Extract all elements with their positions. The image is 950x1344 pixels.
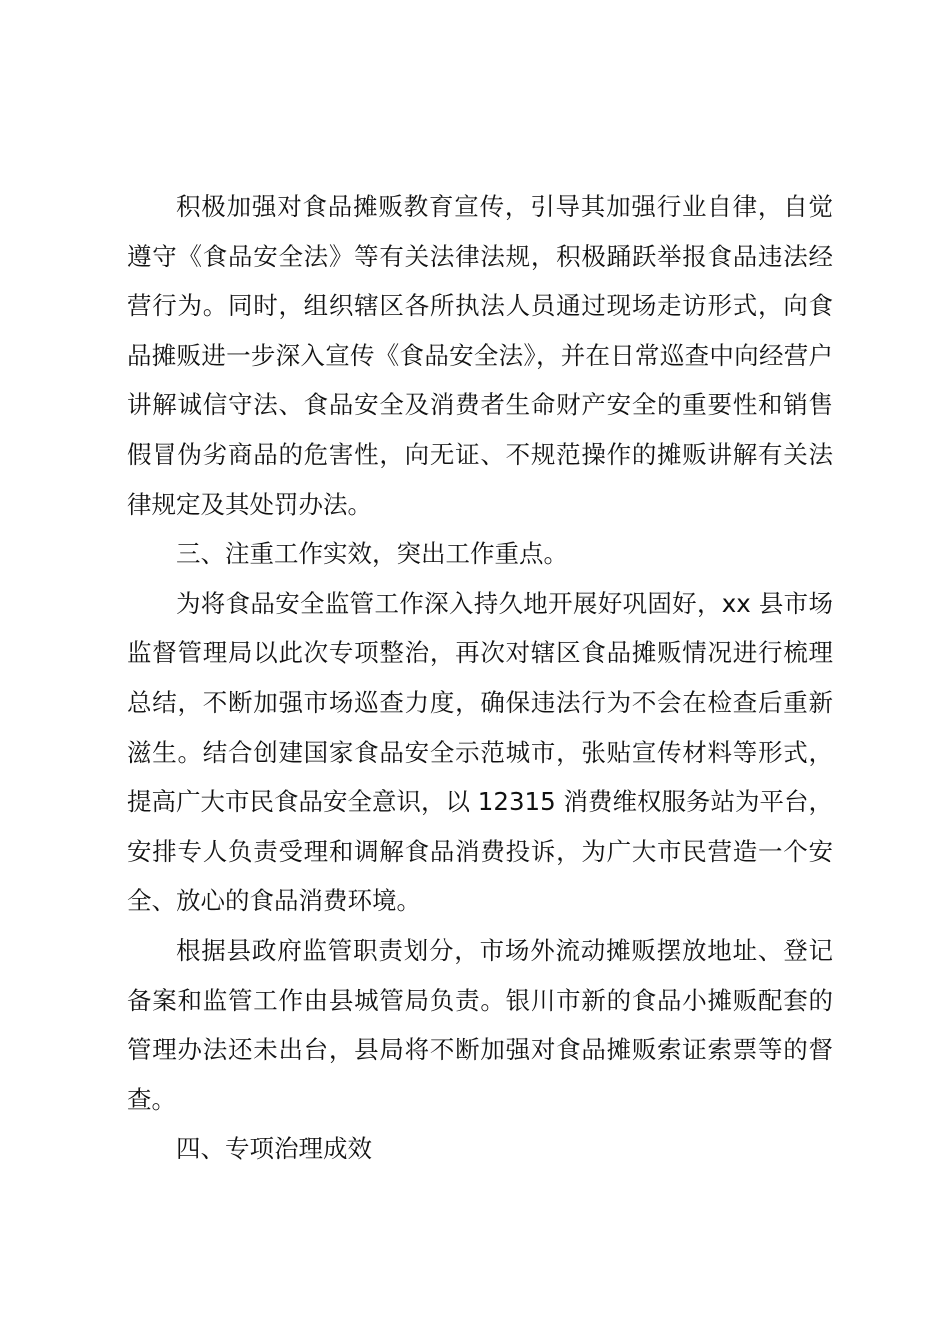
paragraph-responsibility-division: 根据县政府监管职责划分，市场外流动摊贩摆放地址、登记备案和监管工作由县城管局负责。银川市新的食品小摊贩配套的管理办法还未出台，县局将不断加强对食品摊贩索证索票等的督查。 xyxy=(127,935,833,1114)
section-heading-four: 四、专项治理成效 xyxy=(176,1134,372,1164)
document-body xyxy=(127,182,833,1174)
paragraph-education-publicity: 积极加强对食品摊贩教育宣传，引导其加强行业自律，自觉遵守《食品安全法》等有关法律法规，积极踊跃举报食品违法经营行为。同时，组织辖区各所执法人员通过现场走访形式，向食品摊贩进一步深入宣传《食品安全法》，并在日常巡查中向经营户讲解诚信守法、食品安全及消费者生命财产安全的重要性和销售假冒伪劣商品的危害性，向无证、不规范操作的摊贩讲解有关法律规定及其处罚办法。 xyxy=(127,192,833,519)
section-heading-three: 三、注重工作实效，突出工作重点。 xyxy=(176,539,568,569)
paragraph-supervision-work: 为将食品安全监管工作深入持久地开展好巩固好，xx 县市场监督管理局以此次专项整治，再次对辖区食品摊贩情况进行梳理总结，不断加强市场巡查力度，确保违法行为不会在检查后重新滋生。结合创建国家食品安全示范城市，张贴宣传材料等形式，提高广大市民食品安全意识，以 12315 消费维权服务站为平台，安排专人负责受理和调解食品消费投诉，为广大市民营造一个安全、放心的食品消费环境。 xyxy=(127,588,834,916)
